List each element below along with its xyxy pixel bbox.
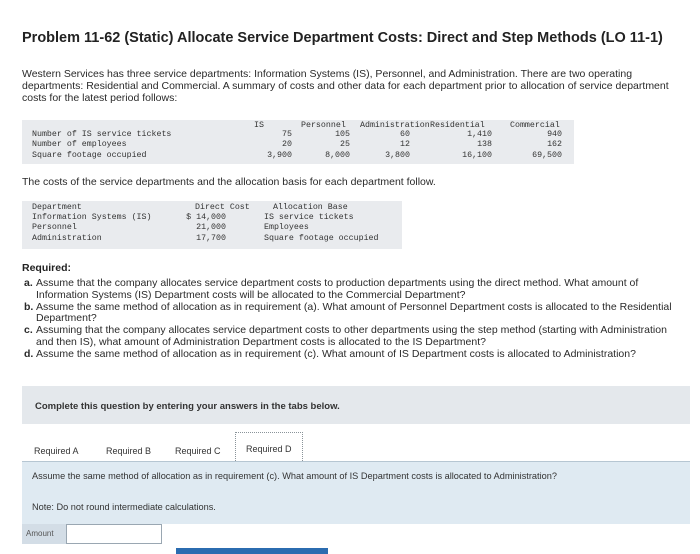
answer-prompt: Assume the same method of allocation as in requirement (c). What amount of IS Department costs is allocated to Administration? (32, 471, 557, 481)
table-cell: Information Systems (IS) (32, 213, 152, 222)
requirement-text: Assume the same method of allocation as in requirement (c). What amount of IS Department costs is allocated to Administration? (36, 347, 636, 360)
tab-required-d[interactable]: Required D (235, 432, 303, 465)
summary-table (22, 120, 574, 164)
requirement-letter: b. (24, 300, 34, 313)
col-header-commercial: Commercial (510, 121, 560, 130)
table-cell: 60 (400, 130, 410, 139)
amount-label: Amount (22, 524, 66, 544)
table-cell: 12 (400, 140, 410, 149)
row-label: Square footage occupied (32, 151, 147, 160)
next-button[interactable] (176, 548, 328, 554)
problem-title: Problem 11-62 (Static) Allocate Service Department Costs: Direct and Step Methods (LO 11-1) (22, 30, 663, 46)
table-cell: Employees (264, 223, 309, 232)
tab-required-a[interactable]: Required A (34, 446, 79, 456)
table-cell: 3,800 (385, 151, 410, 160)
col-header-residential: Residential (430, 121, 485, 130)
table-cell: Administration (32, 234, 102, 243)
costs-intro: The costs of the service departments and the allocation basis for each department follow. (22, 176, 436, 188)
list-item (22, 278, 686, 302)
list-item (22, 349, 686, 361)
requirement-text: Assuming that the company allocates service department costs to other departments using the step method (starting with Administration and then IS), what amount of Administration Department costs is allocated to the IS Department? (36, 324, 667, 348)
row-label: Number of IS service tickets (32, 130, 172, 139)
table-cell: 3,900 (267, 151, 292, 160)
table-cell: 75 (282, 130, 292, 139)
requirement-text: Assume that the company allocates service department costs to production departments using the direct method. What amount of Information Systems (IS) Department costs will be allocated to the Commercial Department? (36, 277, 639, 301)
table-cell: 138 (477, 140, 492, 149)
col-header-allocation-base: Allocation Base (273, 203, 348, 212)
table-cell: Square footage occupied (264, 234, 379, 243)
row-label: Number of employees (32, 140, 127, 149)
amount-field-wrapper (66, 524, 162, 544)
col-header-direct-cost: Direct Cost (195, 203, 250, 212)
table-cell: $ 14,000 (186, 213, 226, 222)
table-cell: 162 (547, 140, 562, 149)
complete-prompt: Complete this question by entering your answers in the tabs below. (35, 401, 340, 412)
tab-required-c[interactable]: Required C (175, 446, 221, 456)
table-cell: Personnel (32, 223, 77, 232)
col-header-personnel: Personnel (301, 121, 346, 130)
required-heading: Required: (22, 262, 72, 274)
requirement-text: Assume the same method of allocation as in requirement (a). What amount of Personnel Department costs is allocated to the Residential Department? (36, 300, 672, 325)
list-item (22, 325, 686, 349)
table-cell: 25 (340, 140, 350, 149)
requirements-list (22, 278, 686, 361)
answer-panel (22, 461, 690, 524)
table-cell: 940 (547, 130, 562, 139)
col-header-department: Department (32, 203, 82, 212)
table-cell: 16,100 (462, 151, 492, 160)
list-item (22, 302, 686, 326)
problem-intro: Western Services has three service departments: Information Systems (IS), Personnel, and Administration. There are two operating departments: Residential and Commercial. A summary of costs and other data for each department prior to allocation of service department costs for the latest period follows: (22, 68, 669, 104)
complete-prompt-box (22, 386, 690, 424)
requirement-letter: c. (24, 324, 33, 337)
table-cell: 69,500 (532, 151, 562, 160)
requirement-tabs (22, 432, 690, 462)
table-cell: 105 (335, 130, 350, 139)
cost-table (22, 201, 402, 249)
table-cell: 8,000 (325, 151, 350, 160)
table-cell: 20 (282, 140, 292, 149)
col-header-administration: Administration (360, 121, 430, 130)
amount-input[interactable] (67, 525, 161, 543)
answer-note: Note: Do not round intermediate calculations. (32, 502, 216, 512)
table-cell: 21,000 (196, 223, 226, 232)
requirement-letter: d. (24, 347, 34, 360)
table-cell: IS service tickets (264, 213, 354, 222)
table-cell: 17,700 (196, 234, 226, 243)
requirement-letter: a. (24, 277, 33, 289)
col-header-is: IS (254, 121, 264, 130)
table-cell: 1,410 (467, 130, 492, 139)
tab-required-b[interactable]: Required B (106, 446, 152, 456)
